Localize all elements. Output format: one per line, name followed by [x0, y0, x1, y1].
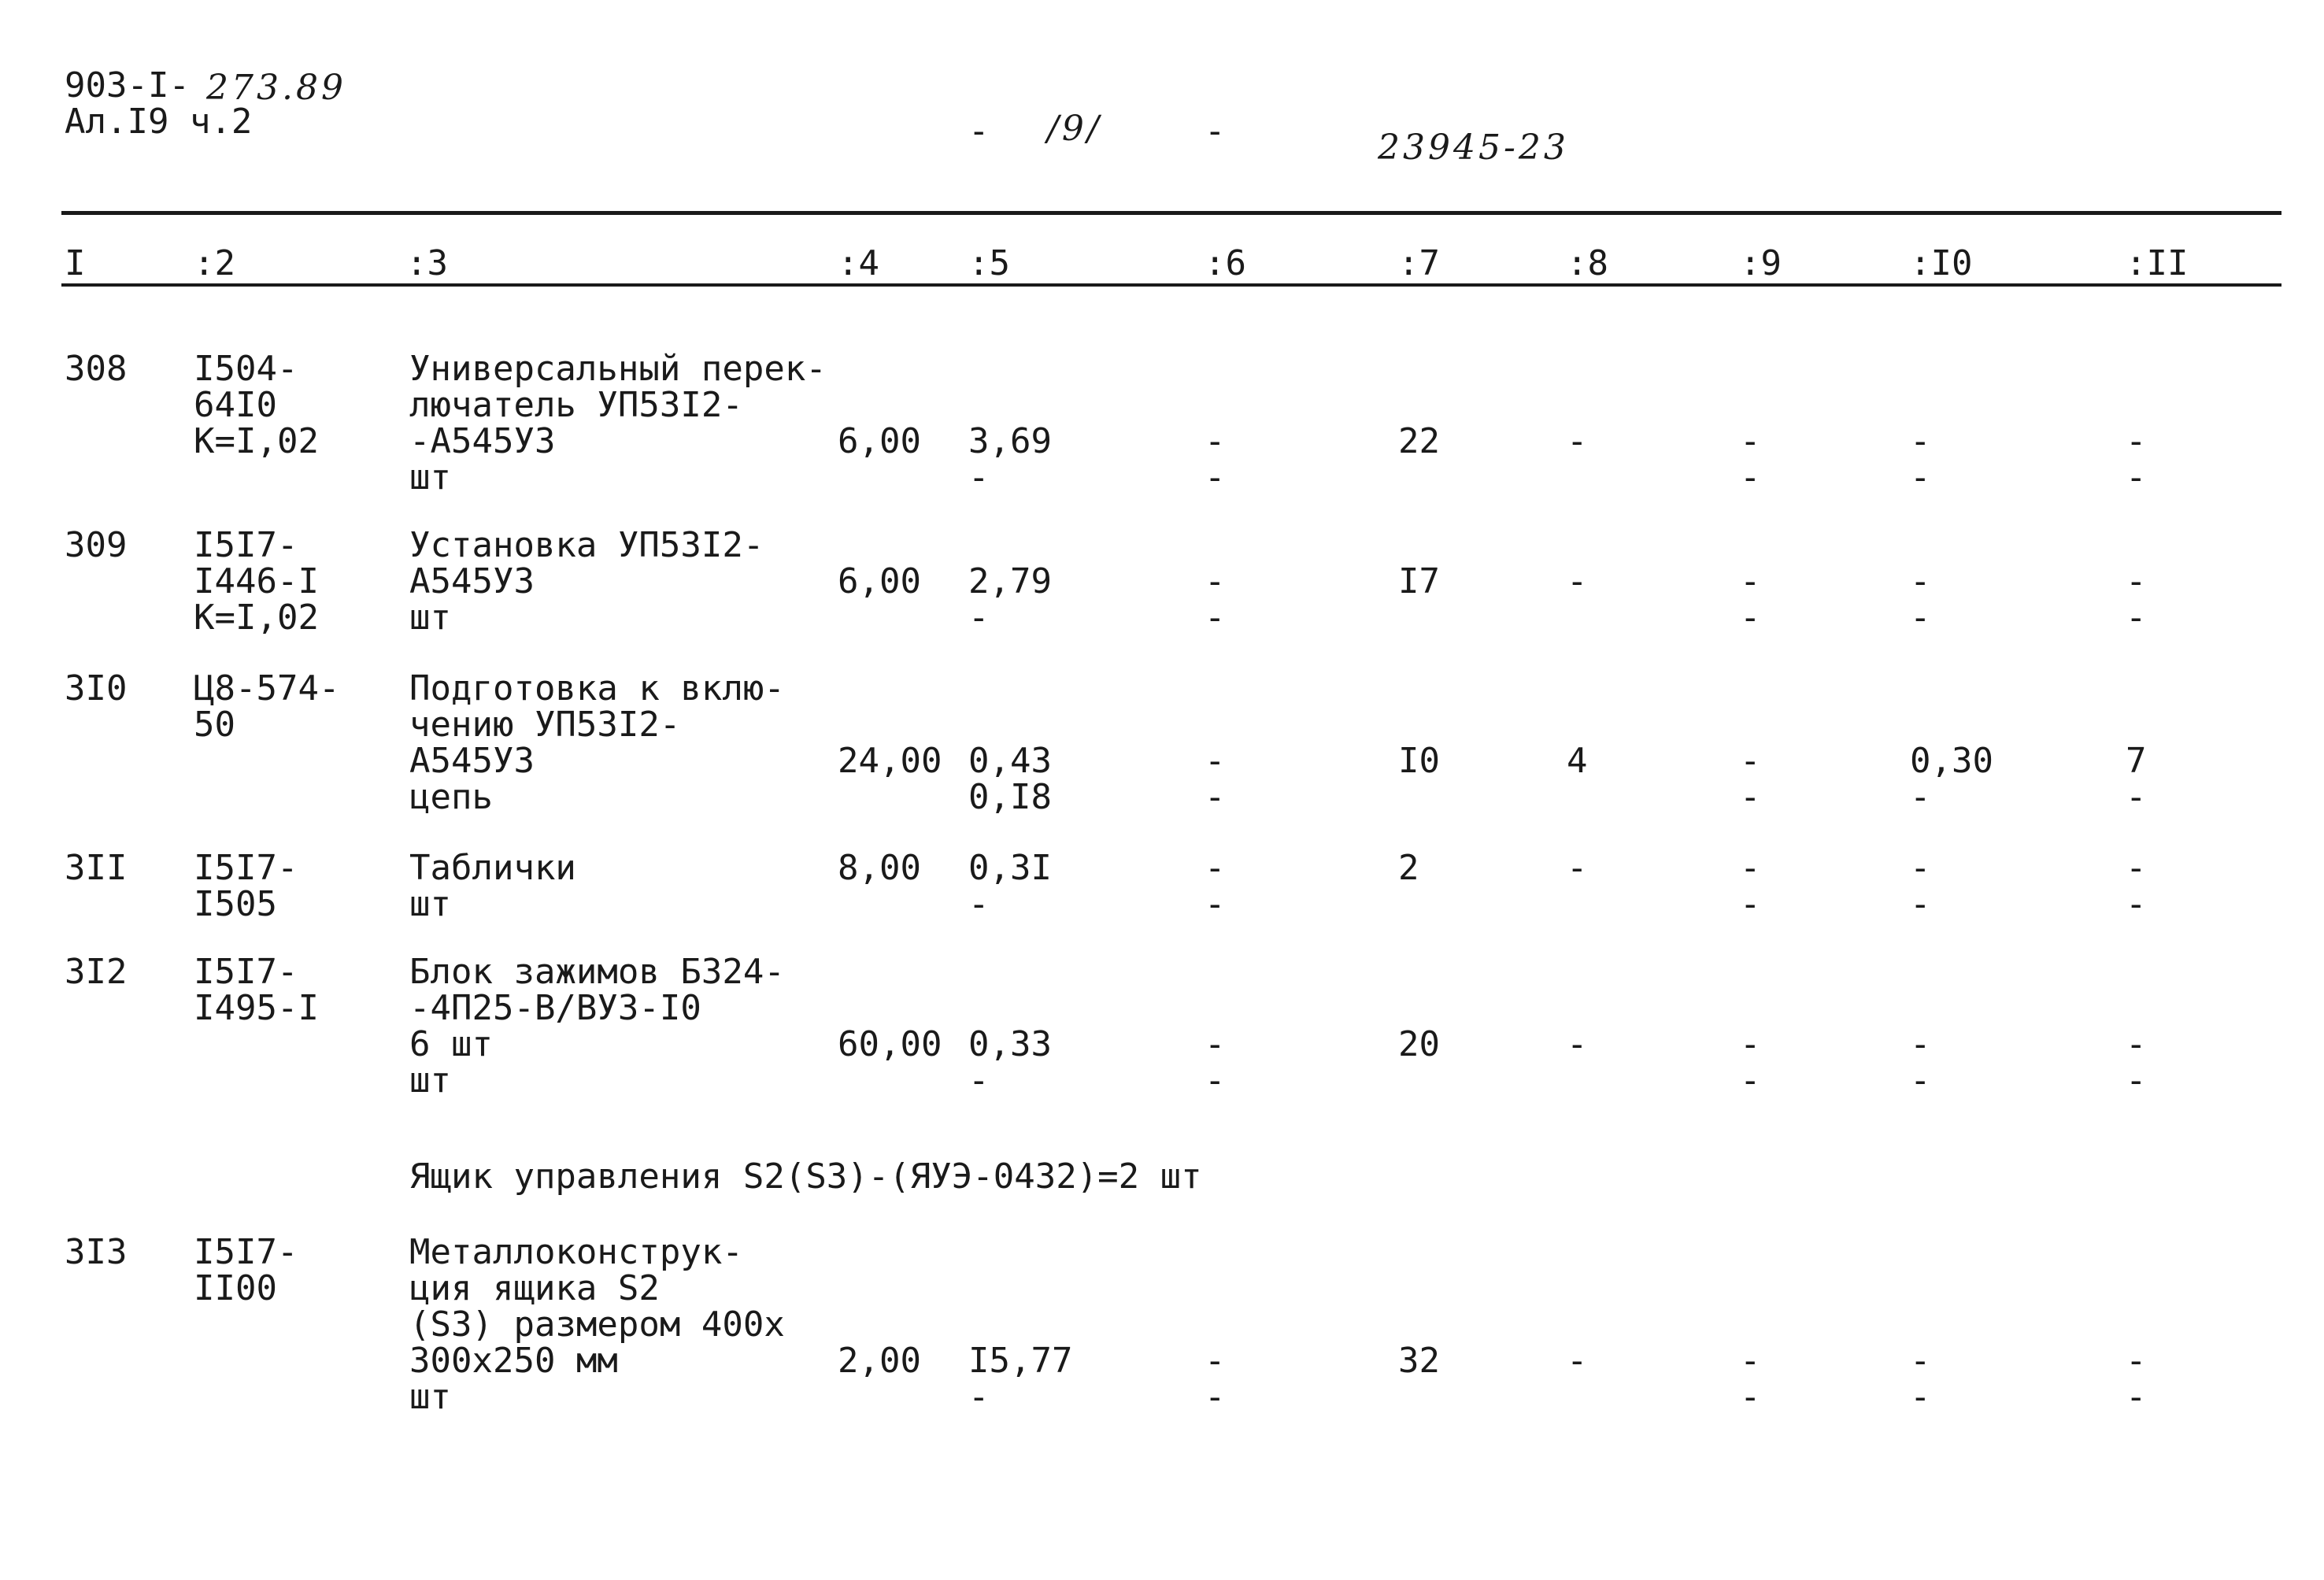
- row-qty: 6,00: [838, 561, 921, 601]
- row-col6: -: [1205, 741, 1226, 781]
- row-code: I5I7-: [194, 952, 298, 992]
- row-col10: -: [1910, 561, 1931, 601]
- row-col11: -: [2126, 1024, 2147, 1064]
- row-col9: -: [1740, 848, 1761, 888]
- row-col10: -: [1910, 598, 1931, 638]
- col-header-6: :6: [1205, 243, 1246, 283]
- row-col6: -: [1205, 457, 1226, 498]
- row-code: I5I7-: [194, 848, 298, 888]
- row-description: Таблички: [409, 848, 576, 888]
- row-col7: 32: [1398, 1341, 1440, 1381]
- row-qty: 8,00: [838, 848, 921, 888]
- row-col11: 7: [2126, 741, 2147, 781]
- row-code: I504-: [194, 349, 298, 389]
- row-description: шт: [409, 884, 451, 924]
- col-header-8: :8: [1567, 243, 1608, 283]
- row-col8: -: [1567, 1341, 1588, 1381]
- row-code: K=I,02: [194, 421, 319, 461]
- album-label: Ал.I9 ч.2: [65, 102, 253, 142]
- row-col10: -: [1910, 1341, 1931, 1381]
- row-col5: -: [968, 1060, 990, 1101]
- row-description: -4П25-В/ВУ3-I0: [409, 988, 701, 1028]
- row-description: Металлоконструк-: [409, 1232, 743, 1272]
- row-code: II00: [194, 1268, 277, 1308]
- row-col11: -: [2126, 884, 2147, 924]
- row-code: 50: [194, 705, 235, 745]
- row-col11: -: [2126, 1341, 2147, 1381]
- row-col11: -: [2126, 598, 2147, 638]
- row-col10: -: [1910, 421, 1931, 461]
- row-number: 3I2: [65, 952, 128, 992]
- row-description: А545У3: [409, 561, 535, 601]
- row-col8: 4: [1567, 741, 1588, 781]
- row-description: шт: [409, 457, 451, 498]
- row-number: 308: [65, 349, 128, 389]
- row-col5: 0,3I: [968, 848, 1052, 888]
- row-description: (S3) размером 400х: [409, 1304, 785, 1345]
- row-code: 64I0: [194, 385, 277, 425]
- row-description: шт: [409, 1060, 451, 1101]
- row-col9: -: [1740, 777, 1761, 817]
- row-description: -А545У3: [409, 421, 556, 461]
- row-col6: -: [1205, 1060, 1226, 1101]
- section-title: Ящик управления S2(S3)-(ЯУЭ-0432)=2 шт: [409, 1156, 1202, 1197]
- row-col6: -: [1205, 561, 1226, 601]
- row-description: Установка УП53I2-: [409, 525, 764, 565]
- row-description: Блок зажимов Б324-: [409, 952, 785, 992]
- row-description: Подготовка к вклю-: [409, 668, 785, 709]
- row-col11: -: [2126, 561, 2147, 601]
- row-col10: -: [1910, 777, 1931, 817]
- col-header-2: :2: [194, 243, 235, 283]
- row-description: А545У3: [409, 741, 535, 781]
- row-col5: 0,33: [968, 1024, 1052, 1064]
- row-col11: -: [2126, 1377, 2147, 1417]
- page-dash-left: -: [968, 111, 990, 151]
- doc-code-handwritten: 273.89: [206, 68, 346, 108]
- row-col5: 0,43: [968, 741, 1052, 781]
- row-code: Ц8-574-: [194, 668, 340, 709]
- row-col9: -: [1740, 421, 1761, 461]
- row-col5: -: [968, 884, 990, 924]
- row-code: I5I7-: [194, 1232, 298, 1272]
- row-col9: -: [1740, 1377, 1761, 1417]
- col-header-4: :4: [838, 243, 879, 283]
- row-col6: -: [1205, 598, 1226, 638]
- row-col7: 22: [1398, 421, 1440, 461]
- row-col6: -: [1205, 1377, 1226, 1417]
- row-col7: 2: [1398, 848, 1419, 888]
- row-col9: -: [1740, 884, 1761, 924]
- row-col11: -: [2126, 848, 2147, 888]
- row-col5: 0,I8: [968, 777, 1052, 817]
- row-col7: I7: [1398, 561, 1440, 601]
- row-description: 300х250 мм: [409, 1341, 618, 1381]
- col-header-1: I: [65, 243, 86, 283]
- row-code: I446-I: [194, 561, 319, 601]
- row-code: K=I,02: [194, 598, 319, 638]
- row-col5: -: [968, 598, 990, 638]
- row-col6: -: [1205, 421, 1226, 461]
- row-number: 3I3: [65, 1232, 128, 1272]
- row-col7: I0: [1398, 741, 1440, 781]
- row-description: цепь: [409, 777, 493, 817]
- doc-code-prefix: 903-I-: [65, 65, 190, 105]
- row-col8: -: [1567, 848, 1588, 888]
- row-description: ция ящика S2: [409, 1268, 660, 1308]
- row-col11: -: [2126, 777, 2147, 817]
- row-description: шт: [409, 1377, 451, 1417]
- row-col10: -: [1910, 1060, 1931, 1101]
- row-col10: -: [1910, 848, 1931, 888]
- col-header-10: :I0: [1910, 243, 1973, 283]
- row-code: I5I7-: [194, 525, 298, 565]
- row-description: чению УП53I2-: [409, 705, 681, 745]
- row-description: лючатель УП53I2-: [409, 385, 743, 425]
- row-code: I505: [194, 884, 277, 924]
- row-description: Универсальный перек-: [409, 349, 827, 389]
- row-number: 309: [65, 525, 128, 565]
- row-col9: -: [1740, 1060, 1761, 1101]
- row-col9: -: [1740, 1341, 1761, 1381]
- row-col9: -: [1740, 598, 1761, 638]
- row-col11: -: [2126, 421, 2147, 461]
- row-col5: I5,77: [968, 1341, 1073, 1381]
- header-top-rule: [61, 211, 2281, 215]
- row-col10: -: [1910, 1377, 1931, 1417]
- page-dash-right: -: [1205, 111, 1226, 151]
- row-col6: -: [1205, 848, 1226, 888]
- col-header-5: :5: [968, 243, 1010, 283]
- page-number: /9/: [1047, 109, 1102, 149]
- row-col10: -: [1910, 457, 1931, 498]
- row-qty: 6,00: [838, 421, 921, 461]
- row-col9: -: [1740, 561, 1761, 601]
- row-col6: -: [1205, 884, 1226, 924]
- row-col5: 2,79: [968, 561, 1052, 601]
- col-header-9: :9: [1740, 243, 1782, 283]
- col-header-3: :3: [406, 243, 448, 283]
- row-col9: -: [1740, 1024, 1761, 1064]
- row-col6: -: [1205, 777, 1226, 817]
- row-col6: -: [1205, 1341, 1226, 1381]
- row-col8: -: [1567, 561, 1588, 601]
- row-qty: 60,00: [838, 1024, 942, 1064]
- row-col11: -: [2126, 457, 2147, 498]
- col-header-7: :7: [1398, 243, 1440, 283]
- row-col8: -: [1567, 1024, 1588, 1064]
- row-col9: -: [1740, 741, 1761, 781]
- stamp-number: 23945-23: [1378, 128, 1569, 168]
- row-col5: 3,69: [968, 421, 1052, 461]
- row-col7: 20: [1398, 1024, 1440, 1064]
- row-description: шт: [409, 598, 451, 638]
- col-header-11: :II: [2126, 243, 2189, 283]
- header-bottom-rule: [61, 283, 2281, 287]
- row-description: 6 шт: [409, 1024, 493, 1064]
- row-col8: -: [1567, 421, 1588, 461]
- row-qty: 2,00: [838, 1341, 921, 1381]
- row-col10: 0,30: [1910, 741, 1993, 781]
- row-col10: -: [1910, 884, 1931, 924]
- row-col9: -: [1740, 457, 1761, 498]
- row-col10: -: [1910, 1024, 1931, 1064]
- row-col5: -: [968, 1377, 990, 1417]
- row-number: 3I0: [65, 668, 128, 709]
- row-qty: 24,00: [838, 741, 942, 781]
- row-number: 3II: [65, 848, 128, 888]
- row-col11: -: [2126, 1060, 2147, 1101]
- row-col5: -: [968, 457, 990, 498]
- row-col6: -: [1205, 1024, 1226, 1064]
- row-code: I495-I: [194, 988, 319, 1028]
